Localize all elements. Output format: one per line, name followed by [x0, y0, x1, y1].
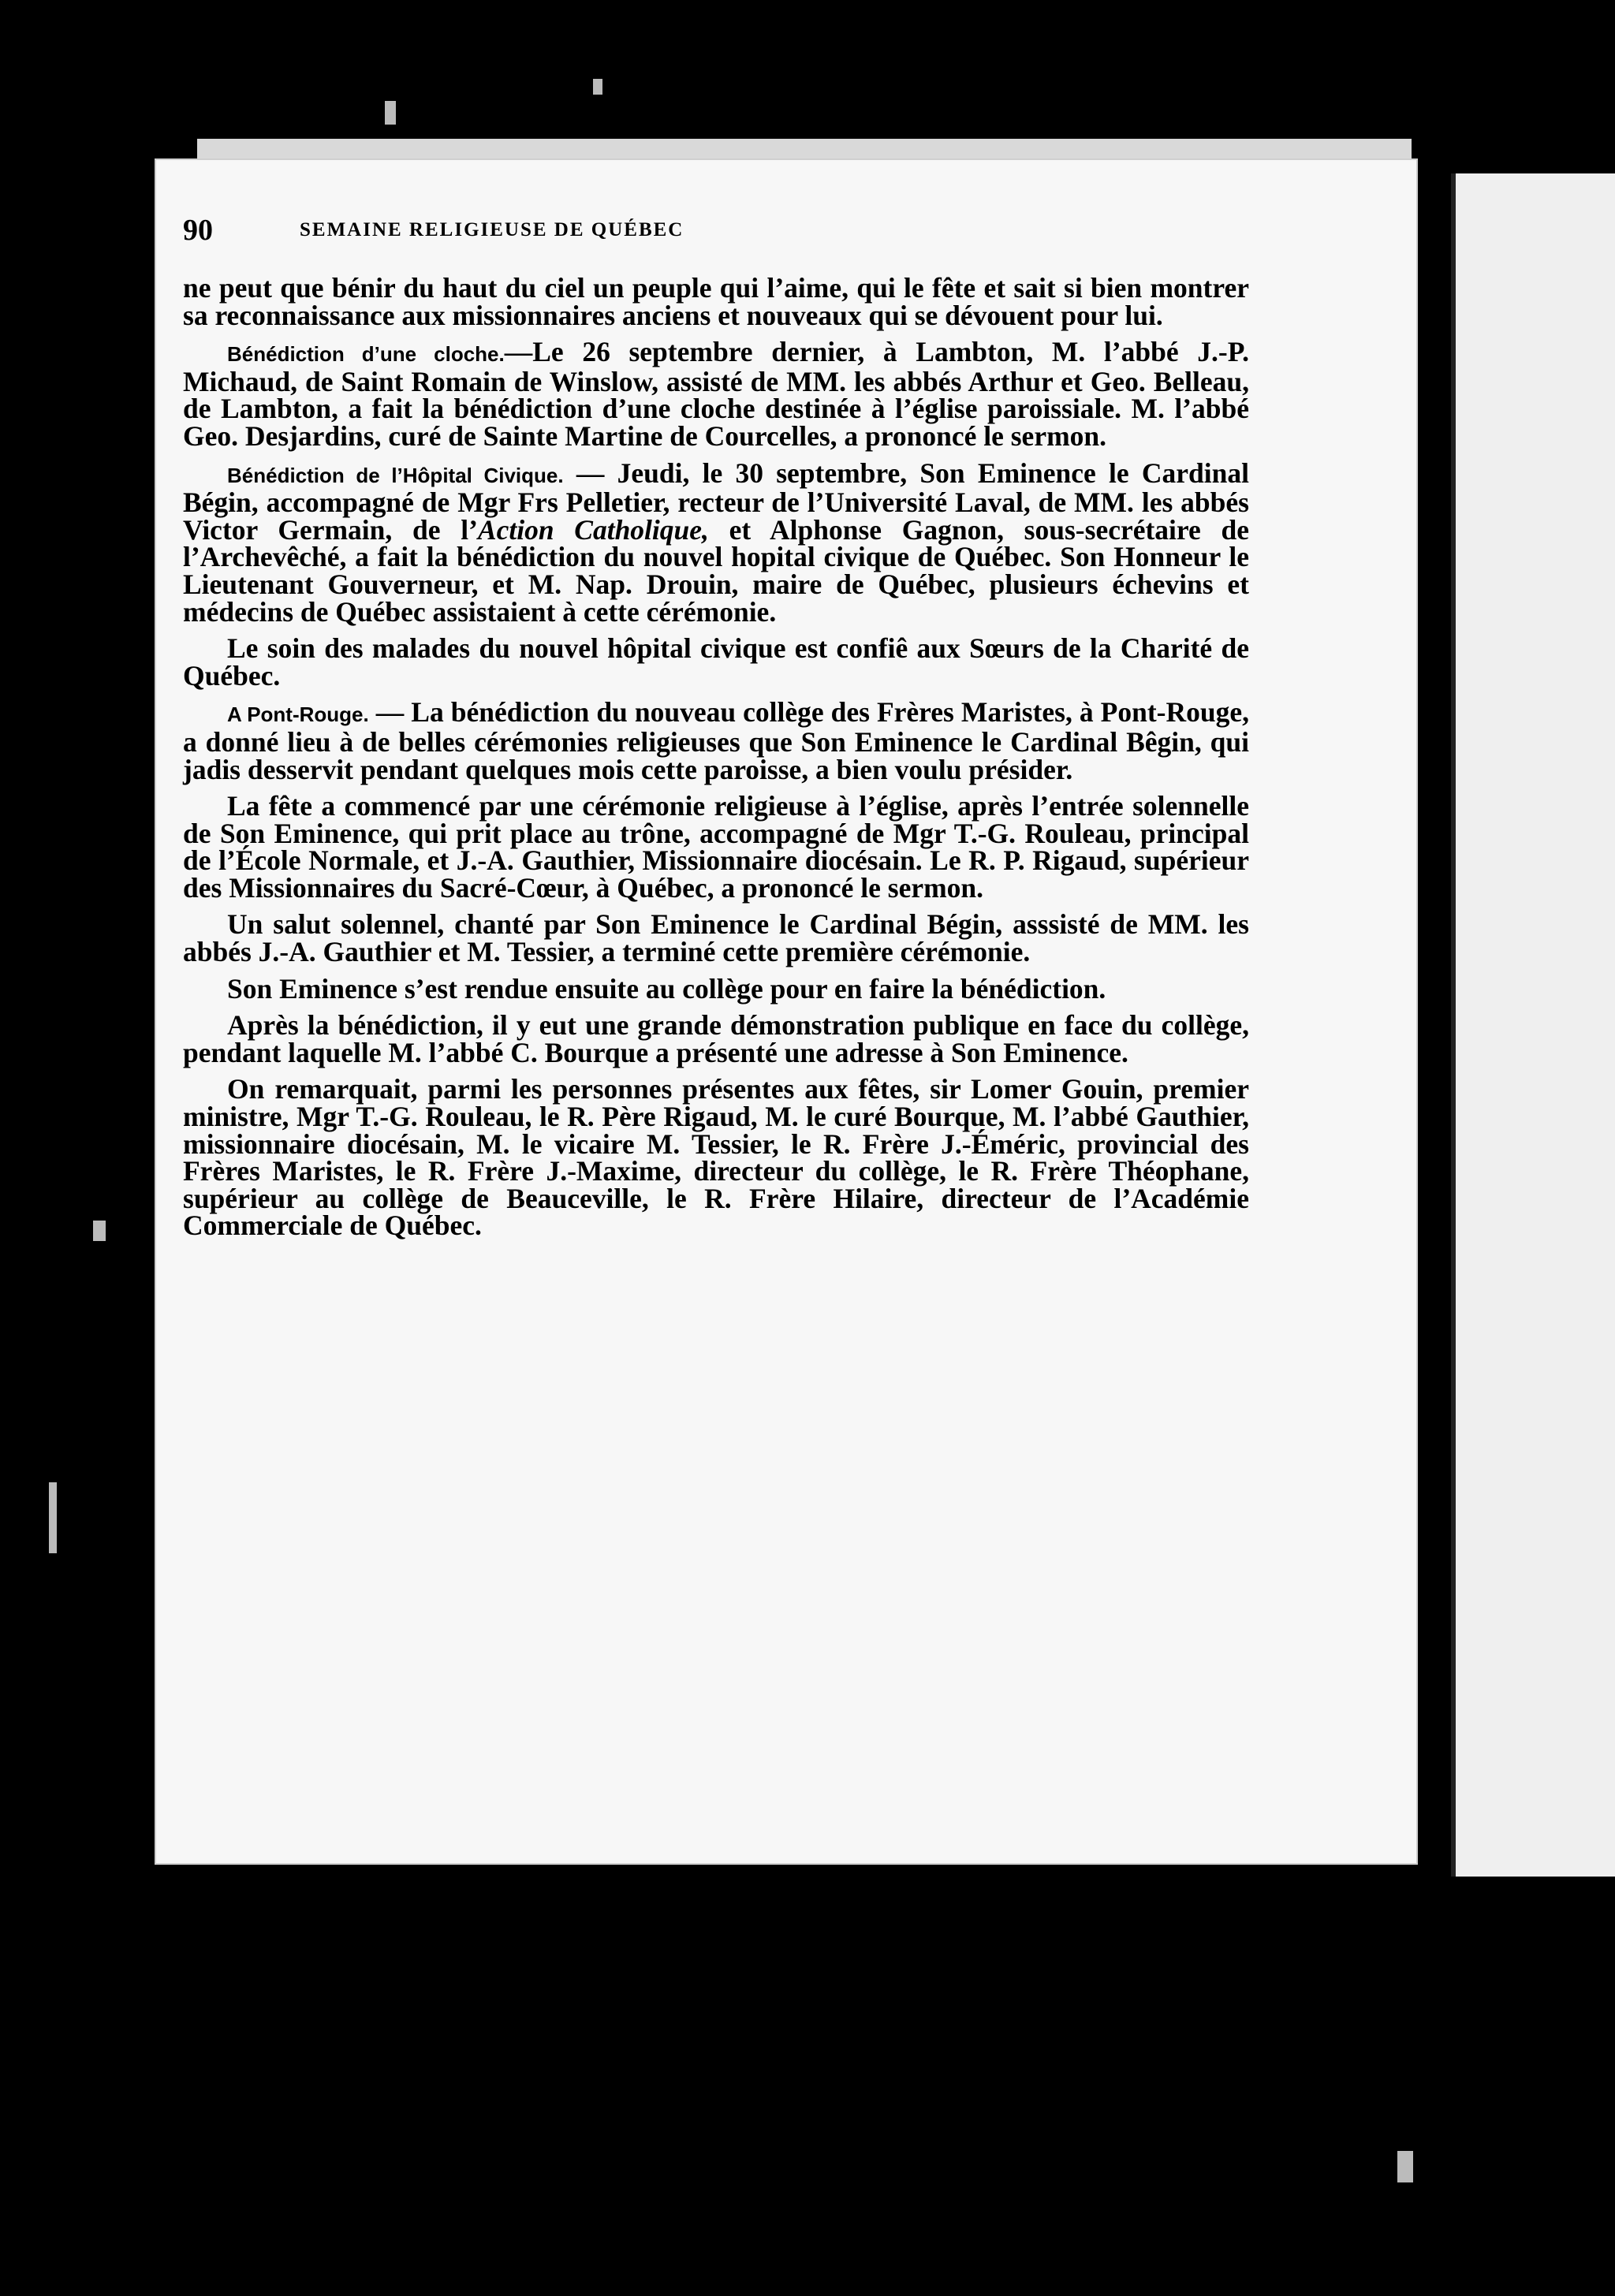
- section-heading: A Pont-Rouge.: [227, 703, 369, 727]
- paragraph-text: On remarquait, parmi les personnes présentes aux fêtes, sir Lomer Gouin, premier ministre, Mgr T.-G. Rouleau, le R. Père Rigaud, M. le curé Bourque, M. l’abbé Gauthier, missionnaire diocésain, M. le vicaire M. Tessier, le R. Frère J.-Éméric, provincial des Frères Maristes, le R. Frère J.-Maxime, directeur du collège, le R. Frère Théophane, supérieur au collège de Beauceville, le R. Frère Hilaire, directeur de l’Académie Commerciale de Québec.: [183, 1073, 1249, 1242]
- paragraph: [183, 1073, 1249, 1242]
- paragraph-text: —Le 26 septembre dernier, à Lambton, M. l’abbé J.-P. Michaud, de Saint Romain de Winslow, assisté de MM. les abbés Arthur et Geo. Belleau, de Lambton, a fait la bénédiction d’une cloche destinée à l’église paroissiale. M. l’abbé Geo. Desjardins, curé de Sainte Martine de Courcelles, a prononcé le sermon.: [183, 336, 1250, 452]
- paragraph-text: et Alphonse Gagnon, sous-secrétaire de l’Archevêché, a fait la bénédiction du nouvel hopital civique de Québec. Son Honneur le Lieutenant Gouverneur, et M. Nap. Drouin, maire de Québec, plusieurs échevins et médecins de Québec assistaient à cette cérémonie.: [183, 513, 1249, 628]
- paragraph: [183, 790, 1249, 904]
- section-heading: Bénédiction d’une cloche.: [227, 342, 505, 367]
- film-speck: [593, 79, 602, 95]
- paragraph: [183, 696, 1249, 785]
- film-speck: [385, 101, 396, 125]
- paragraph: [183, 336, 1250, 452]
- paragraph-text: Le soin des malades du nouvel hôpital civique est confiê aux Sœurs de la Charité de Québec.: [183, 632, 1249, 691]
- paragraph: [183, 632, 1249, 691]
- section-heading: Bénédiction de l’Hôpital Civique.: [227, 463, 564, 487]
- paragraph-text: — Jeudi, le 30 septembre, Son Eminence le Cardinal Bégin, accompagné de Mgr Frs Pelletier, recteur de l’Université Laval, de MM. les abbés Victor Germain, de l’: [183, 457, 1249, 546]
- film-speck: [93, 1221, 106, 1241]
- paragraph: [183, 972, 1249, 1004]
- paragraph-text: ne peut que bénir du haut du ciel un peuple qui l’aime, qui le fête et sait si bien montrer sa reconnaissance aux missionnaires anciens et nouveaux qui se dévouent pour lui.: [183, 272, 1249, 331]
- paragraph-text: — La bénédiction du nouveau collège des Frères Maristes, à Pont-Rouge, a donné lieu à de belles cérémonies religieuses que Son Eminence le Cardinal Bêgin, qui jadis desservit pendant quelques mois cette paroisse, a bien voulu présider.: [183, 696, 1249, 785]
- article-body: [183, 274, 1249, 1249]
- page-header: [183, 213, 1249, 248]
- paragraph: [183, 908, 1249, 968]
- running-title: SEMAINE RELIGIEUSE DE QUÉBEC: [300, 219, 684, 240]
- publication-title: Action Catholique,: [477, 513, 709, 546]
- facing-page-edge: [1451, 173, 1615, 1877]
- page-number: 90: [183, 214, 213, 247]
- paragraph-text: Son Eminence s’est rendue ensuite au collège pour en faire la bénédiction.: [227, 972, 1106, 1004]
- film-speck: [49, 1482, 57, 1553]
- paragraph: [183, 1009, 1249, 1068]
- paragraph-text: Après la bénédiction, il y eut une grande démonstration publique en face du collège, pendant laquelle M. l’abbé C. Bourque a présenté une adresse à Son Eminence.: [183, 1009, 1249, 1068]
- paragraph: [183, 457, 1249, 628]
- paragraph: [183, 274, 1249, 329]
- paragraph-text: Un salut solennel, chanté par Son Eminence le Cardinal Bégin, asssisté de MM. les abbés J.-A. Gauthier et M. Tessier, a terminé cette première cérémonie.: [183, 908, 1249, 968]
- film-speck: [1397, 2151, 1413, 2182]
- paragraph-text: La fête a commencé par une cérémonie religieuse à l’église, après l’entrée solennelle de Son Eminence, qui prit place au trône, accompagné de Mgr T.-G. Rouleau, principal de l’École Normale, et J.-A. Gauthier, Missionnaire diocésain. Le R. P. Rigaud, supérieur des Missionnaires du Sacré-Cœur, à Québec, a prononcé le sermon.: [183, 790, 1249, 904]
